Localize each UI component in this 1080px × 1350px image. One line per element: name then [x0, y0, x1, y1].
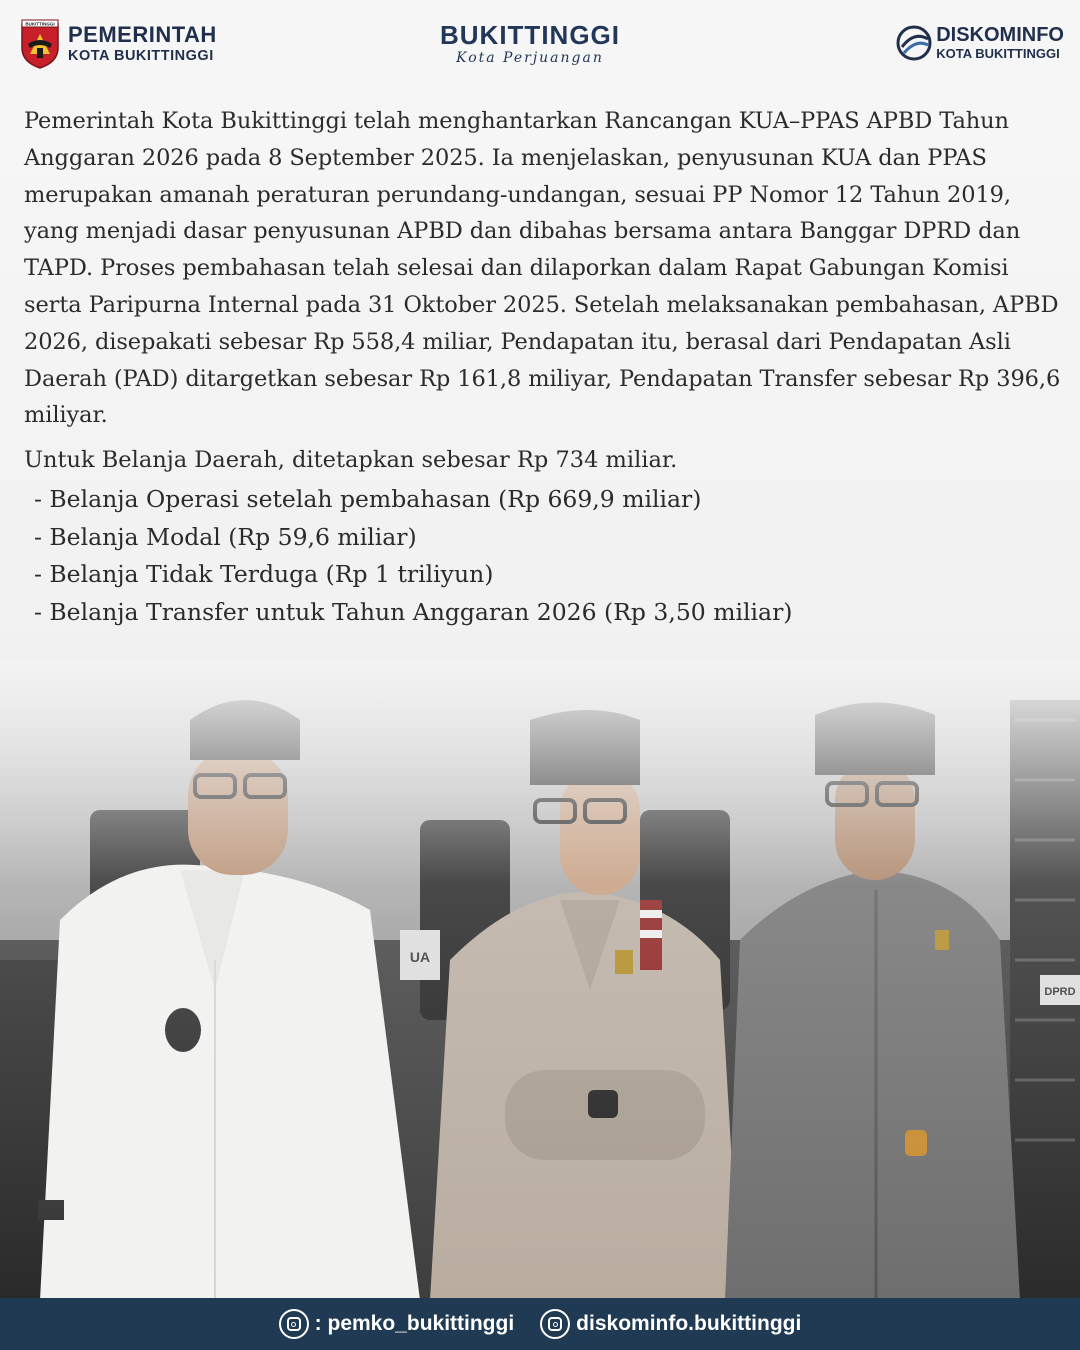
social-handle-pemko[interactable]: [279, 1309, 515, 1339]
city-crest-icon: [20, 18, 60, 70]
list-item: - Belanja Operasi setelah pembahasan (Rp 669,9 miliar): [34, 484, 702, 513]
list-item: - Belanja Tidak Terduga (Rp 1 triliyun): [34, 560, 494, 589]
brand-tagline: Kota Perjuangan: [456, 50, 604, 66]
agency-title: DISKOMINFO: [936, 24, 1064, 46]
brand-title: BUKITTINGGI: [440, 20, 620, 50]
social-handle-diskominfo[interactable]: [540, 1309, 801, 1339]
crest-label: BUKITTINGGI: [25, 21, 55, 27]
list-item: - Belanja Modal (Rp 59,6 miliar): [34, 522, 417, 551]
officials-photo-illustration: [0, 660, 1080, 1300]
officials-photo: [0, 660, 1080, 1300]
gov-title: PEMERINTAH: [68, 22, 217, 47]
gov-subtitle: KOTA BUKITTINGGI: [68, 48, 214, 64]
diskominfo-icon: [896, 25, 932, 61]
government-logo: [20, 18, 217, 70]
instagram-icon: [279, 1309, 309, 1339]
footer-social-bar: [0, 1298, 1080, 1350]
handle-text: : pemko_bukittinggi: [314, 1312, 515, 1335]
agency-subtitle: KOTA BUKITTINGGI: [936, 46, 1060, 61]
article-paragraph: Pemerintah Kota Bukittinggi telah menghantarkan Rancangan KUA–PPAS APBD Tahun Anggaran 2026 pada 8 September 2025. Ia menjelaskan, penyusunan KUA dan PPAS merupakan amanah peraturan perundang-undangan, sesuai PP Nomor 12 Tahun 2019, yang menjadi dasar penyusunan APBD dan dibahas bersama antara Banggar DPRD dan TAPD. Proses pembahasan telah selesai dan dilaporkan dalam Rapat Gabungan Komisi serta Paripurna Internal pada 31 Oktober 2025. Setelah melaksanakan pembahasan, APBD 2026, disepakati sebesar Rp 558,4 miliar, Pendapatan itu, berasal dari Pendapatan Asli Daerah (PAD) ditargetkan sebesar Rp 161,8 miliyar, Pendapatan Transfer sebesar Rp 396,6 miliyar.: [24, 108, 1061, 429]
article-body: [24, 103, 1064, 631]
list-item: - Belanja Transfer untuk Tahun Anggaran 2026 (Rp 3,50 miliar): [34, 597, 793, 626]
handle-text: diskominfo.bukittinggi: [576, 1312, 802, 1335]
header: [0, 0, 1080, 92]
instagram-icon: [540, 1309, 570, 1339]
agency-logo: [896, 24, 1064, 61]
belanja-intro: Untuk Belanja Daerah, ditetapkan sebesar Rp 734 miliar.: [24, 447, 678, 474]
belanja-list: [34, 481, 1064, 631]
city-brand-logo: [430, 20, 630, 66]
